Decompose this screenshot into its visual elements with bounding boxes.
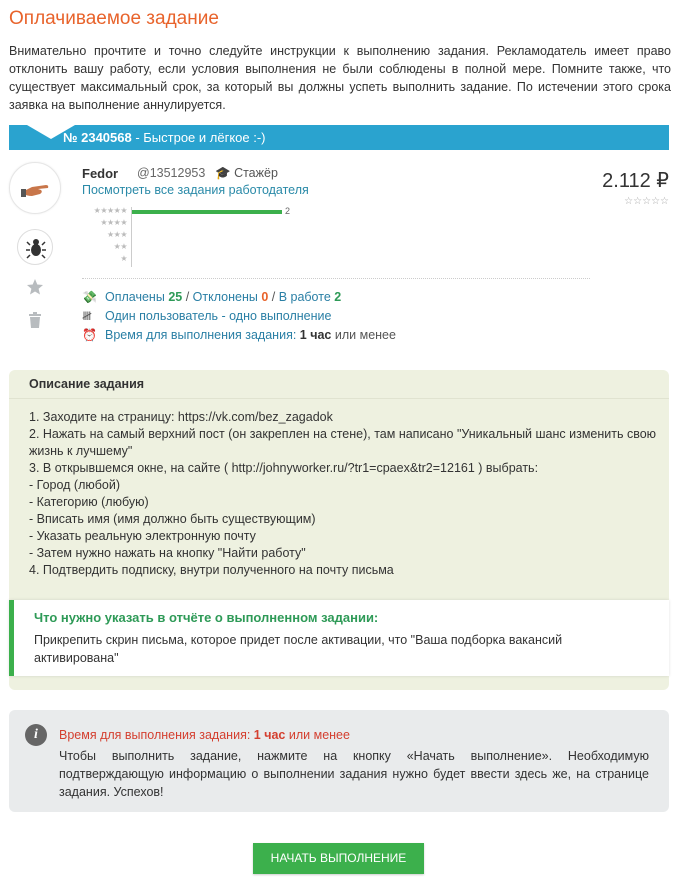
time-limit-row	[82, 326, 582, 345]
stats-counts-row	[82, 288, 582, 307]
report-text: Прикрепить скрин письма, которое придет после активации, что "Ваша подборка вакансий активирована"	[34, 633, 563, 665]
rating-bar-5	[132, 210, 282, 214]
info-time-limit	[59, 728, 350, 742]
in-work-label: В работе	[278, 290, 331, 304]
task-number: № 2340568	[63, 130, 132, 145]
rejected-label: Отклонены	[192, 290, 258, 304]
one-user-text: Один пользователь - одно выполнение	[105, 309, 332, 323]
alarm-clock-icon: ⏰	[82, 328, 97, 342]
task-banner	[9, 125, 669, 150]
description-line: - Вписать имя (имя должно быть существующим)	[29, 512, 316, 526]
description-lines	[29, 409, 659, 579]
report-requirements-box	[9, 600, 669, 676]
rating-row-4: ★★★★	[100, 218, 127, 227]
rating-row-5: ★★★★★	[93, 206, 127, 215]
time-limit-value: 1 час	[299, 328, 332, 342]
description-line: - Затем нужно нажать на кнопку "Найти работу"	[29, 546, 306, 560]
task-stats	[82, 288, 582, 345]
page-title: Оплачиваемое задание	[9, 8, 219, 29]
description-line: 4. Подтвердить подписку, внутри полученного на почту письма	[29, 563, 394, 577]
mortarboard-icon: 🎓	[215, 166, 231, 180]
trash-icon	[26, 311, 44, 329]
rating-row-1: ★	[120, 254, 127, 263]
time-limit-label: Время для выполнения задания:	[105, 328, 297, 342]
in-work-count: 2	[334, 290, 342, 304]
task-banner-text	[63, 130, 266, 145]
info-time-suffix: или менее	[288, 728, 350, 742]
description-line: 3. В открывшемся окне, на сайте ( http://johnyworker.ru/?tr1=cpaex&tr2=12161 ) выбрать:	[29, 461, 539, 475]
rating-row-3: ★★★	[106, 230, 127, 239]
time-limit-suffix: или менее	[334, 328, 396, 342]
description-divider	[9, 398, 669, 399]
task-price: 2.112 ₽	[602, 170, 669, 192]
money-icon: 💸	[82, 290, 97, 304]
avatar[interactable]	[9, 162, 61, 214]
user-rank-label: Стажёр	[234, 166, 278, 180]
favorite-button[interactable]	[26, 278, 44, 296]
user-name[interactable]: Fedor	[82, 166, 119, 181]
intro-text: Внимательно прочтите и точно следуйте инструкции к выполнению задания. Рекламодатель имеет право отклонить вашу работу, если условия выполнения не были соблюдены в полной мере. Помните также, что существует максимальный срок, за который вы должны успеть выполнить задание. По истечении этого срока заявка на выполнение аннулируется.	[9, 44, 671, 112]
one-user-row	[82, 307, 582, 326]
paid-count: 25	[168, 290, 183, 304]
info-icon: i	[25, 724, 47, 746]
rating-axis	[131, 207, 132, 267]
rating-baseline	[82, 278, 590, 279]
rejected-count: 0	[261, 290, 269, 304]
pointing-hand-icon	[10, 163, 62, 215]
star-icon	[26, 278, 44, 296]
user-rank	[215, 166, 278, 181]
description-line: - Город (любой)	[29, 478, 121, 492]
stats-separator-2: /	[268, 290, 279, 304]
hide-task-button[interactable]	[26, 311, 44, 329]
description-line: - Указать реальную электронную почту	[29, 529, 256, 543]
rating-chart	[82, 205, 592, 280]
description-line: 2. Нажать на самый верхний пост (он закреплен на стене), там написано "Уникальный шанс изменить свою жизнь к лучшему"	[29, 427, 657, 458]
price-rating-stars: ☆☆☆☆☆	[624, 196, 669, 207]
all-employer-tasks-link[interactable]: Посмотреть все задания работодателя	[82, 183, 309, 197]
info-text: Чтобы выполнить задание, нажмите на кнопку «Начать выполнение». Необходимую подтверждающую информацию о выполнении задания нужно будет ввести здесь же, на странице задания. Успехов!	[59, 749, 649, 799]
tally-icon: 𝍸	[82, 309, 92, 323]
bug-icon	[18, 230, 54, 266]
bug-report-button[interactable]	[17, 229, 53, 265]
rating-row-2: ★★	[113, 242, 127, 251]
rating-count-5: 2	[285, 206, 291, 216]
user-id: @13512953	[137, 166, 206, 180]
stats-separator-1: /	[182, 290, 193, 304]
report-title: Что нужно указать в отчёте о выполненном задании:	[34, 610, 379, 625]
description-line: 1. Заходите на страницу: https://vk.com/bez_zagadok	[29, 410, 333, 424]
start-task-button[interactable]: НАЧАТЬ ВЫПОЛНЕНИЕ	[253, 843, 424, 874]
info-time-value: 1 час	[253, 728, 286, 742]
info-box	[9, 710, 669, 812]
task-subtitle: - Быстрое и лёгкое :-)	[131, 130, 266, 145]
info-time-label: Время для выполнения задания:	[59, 728, 251, 742]
description-title: Описание задания	[29, 377, 145, 391]
description-line: - Категорию (любую)	[29, 495, 149, 509]
paid-label: Оплачены	[105, 290, 165, 304]
